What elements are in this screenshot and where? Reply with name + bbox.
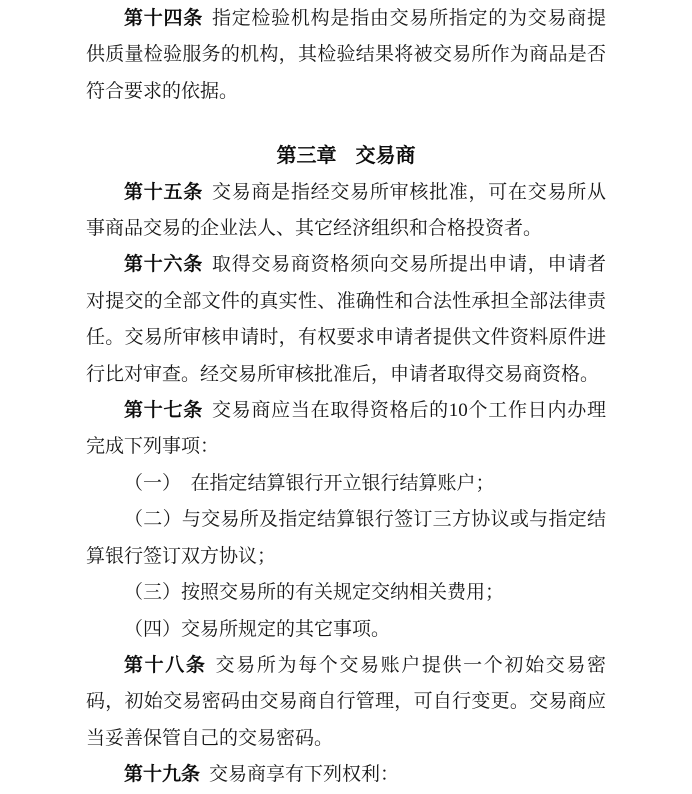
article-17-item-3 xyxy=(86,575,606,611)
article-17-paragraph xyxy=(86,393,606,466)
article-16-number: 第十六条 xyxy=(124,254,203,276)
article-18-paragraph xyxy=(86,648,606,757)
article-17-number: 第十七条 xyxy=(124,400,203,422)
article-16-paragraph xyxy=(86,247,606,393)
article-17-item-1-text: （一） 在指定结算银行开立银行结算账户； xyxy=(124,472,495,494)
article-17-item-1 xyxy=(86,466,606,502)
article-14-number: 第十四条 xyxy=(124,8,203,29)
article-19-number: 第十九条 xyxy=(124,764,201,786)
chapter-title: 交易商 xyxy=(355,145,416,168)
chapter-3-heading xyxy=(86,138,606,174)
chapter-number: 第三章 xyxy=(276,145,337,168)
article-18-text: 交易所为每个交易账户提供一个初始交易密码，初始交易密码由交易商自行管理，可自行变更。交易商应当妥善保管自己的交易密码。 xyxy=(86,654,606,749)
article-16-text: 取得交易商资格须向交易所提出申请，申请者对提交的全部文件的真实性、准确性和合法性承担全部法律责任。交易所审核申请时，有权要求申请者提供文件资料原件进行比对审查。经交易所审核批准后，申请者取得交易商资格。 xyxy=(86,254,606,385)
article-19-paragraph xyxy=(86,757,606,793)
article-17-item-3-text: （三）按照交易所的有关规定交纳相关费用； xyxy=(124,582,505,604)
article-17-item-2-text: （二）与交易所及指定结算银行签订三方协议或与指定结算银行签订双方协议； xyxy=(86,509,606,567)
article-15-paragraph xyxy=(86,175,606,248)
article-17-item-4-text: （四）交易所规定的其它事项。 xyxy=(124,618,391,640)
article-15-number: 第十五条 xyxy=(124,181,203,203)
article-14-paragraph xyxy=(86,1,606,110)
article-14-text: 指定检验机构是指由交易所指定的为交易商提供质量检验服务的机构，其检验结果将被交易所作为商品是否符合要求的依据。 xyxy=(86,8,606,102)
article-18-number: 第十八条 xyxy=(124,654,207,676)
article-15-text: 交易商是指经交易所审核批准，可在交易所从事商品交易的企业法人、其它经济组织和合格投资者。 xyxy=(86,181,606,240)
article-19-text: 交易商享有下列权利： xyxy=(209,764,400,786)
article-17-item-4 xyxy=(86,612,606,648)
article-17-item-2 xyxy=(86,502,606,575)
article-17-text: 交易商应当在取得资格后的10个工作日内办理完成下列事项： xyxy=(86,400,606,458)
